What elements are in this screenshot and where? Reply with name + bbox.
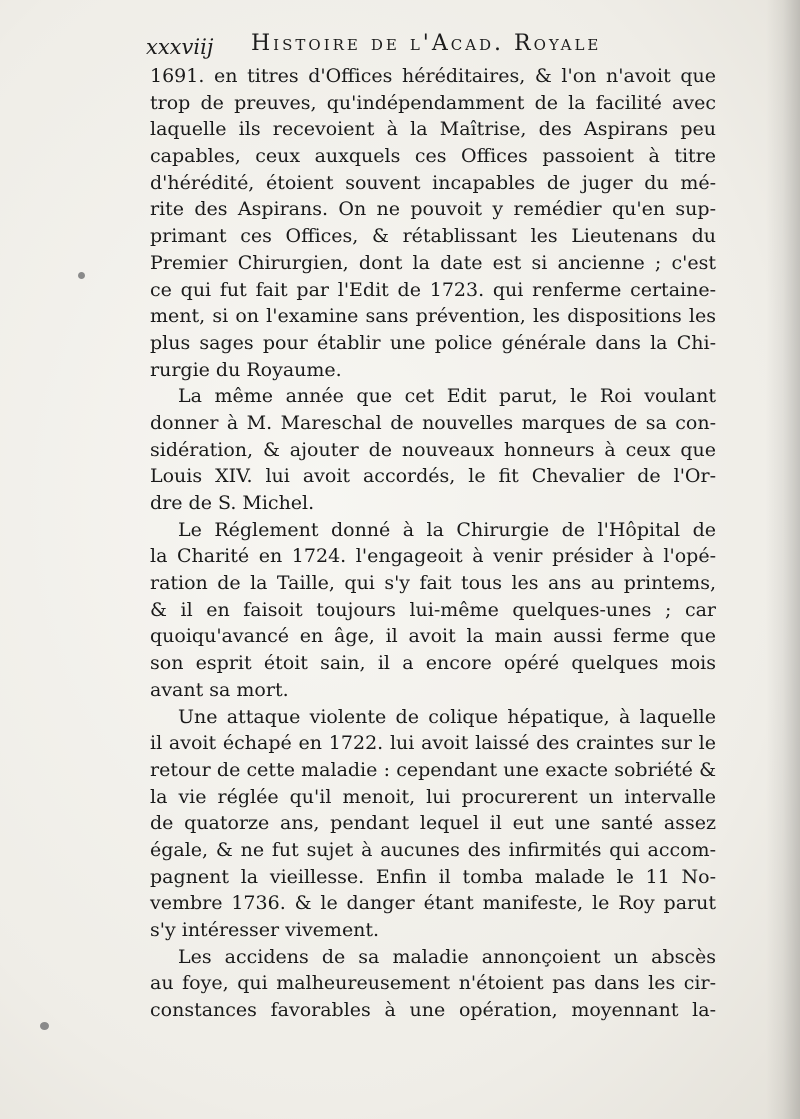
text-line: La même année que cet Edit parut, le Roi voulant <box>178 385 716 408</box>
text-line: laquelle ils recevoient à la Maîtrise, des Aspirans peu <box>150 118 716 141</box>
text-line: Les accidens de sa maladie annonçoient un abscès <box>178 945 716 968</box>
text-line: d'hérédité, étoient souvent incapables de juger du mé- <box>150 171 716 194</box>
text-line: au foye, qui malheureusement n'étoient pas dans les cir- <box>150 972 716 995</box>
text-line: plus sages pour établir une police générale dans la Chi- <box>150 331 716 354</box>
text-line: Louis XIV. lui avoit accordés, le fit Chevalier de l'Or- <box>150 465 716 488</box>
text-line: de quatorze ans, pendant lequel il eut une santé assez <box>150 812 716 835</box>
text-line: ration de la Taille, qui s'y fait tous les ans au printems, <box>150 572 716 595</box>
body-text <box>150 63 716 1024</box>
text-line: retour de cette maladie : cependant une exacte sobriété & <box>150 758 716 781</box>
text-line: constances favorables à une opération, moyennant la- <box>150 999 716 1022</box>
text-line: la vie réglée qu'il menoit, lui procurerent un intervalle <box>150 785 716 808</box>
text-line: il avoit échapé en 1722. lui avoit laissé des craintes sur le <box>150 732 716 755</box>
text-line: la Charité en 1724. l'engageoit à venir présider à l'opé- <box>150 545 716 568</box>
text-line: rite des Aspirans. On ne pouvoit y remédier qu'en sup- <box>150 198 716 221</box>
ink-spot <box>78 272 85 279</box>
text-line: dre de S. Michel. <box>150 492 315 514</box>
text-line: rurgie du Royaume. <box>150 358 342 381</box>
text-line: Le Réglement donné à la Chirurgie de l'Hôpital de <box>178 518 716 541</box>
page-header <box>146 30 666 66</box>
text-line: capables, ceux auxquels ces Offices passoient à titre <box>150 145 716 168</box>
text-line: ce qui fut fait par l'Edit de 1723. qui renferme certaine- <box>150 278 716 301</box>
page-number: xxxviij <box>146 35 214 59</box>
text-line: s'y intéresser vivement. <box>150 919 380 941</box>
text-line: quoiqu'avancé en âge, il avoit la main aussi ferme que <box>150 625 716 648</box>
text-line: 1691. en titres d'Offices héréditaires, & l'on n'avoit que <box>150 65 716 87</box>
text-line: donner à M. Mareschal de nouvelles marques de sa con- <box>150 411 716 434</box>
text-line: Premier Chirurgien, dont la date est si ancienne ; c'est <box>150 251 716 274</box>
text-line: avant sa mort. <box>150 678 289 701</box>
page-gutter-shadow <box>766 0 800 1119</box>
text-line: sidération, & ajouter de nouveaux honneurs à ceux que <box>150 438 716 461</box>
running-title: Histoire de l'Acad. Royale <box>251 31 602 56</box>
text-line: son esprit étoit sain, il a encore opéré quelques mois <box>150 652 716 675</box>
text-line: ment, si on l'examine sans prévention, les dispositions les <box>150 305 716 328</box>
text-line: & il en faisoit toujours lui-même quelques-unes ; car <box>150 598 716 621</box>
text-line: égale, & ne fut sujet à aucunes des infirmités qui accom- <box>150 838 716 861</box>
ink-spot <box>40 1022 49 1030</box>
text-line: trop de preuves, qu'indépendamment de la facilité avec <box>150 91 716 114</box>
text-line: pagnent la vieillesse. Enfin il tomba malade le 11 No- <box>150 865 716 888</box>
text-line: Une attaque violente de colique hépatique, à laquelle <box>178 705 716 728</box>
text-line: primant ces Offices, & rétablissant les Lieutenans du <box>150 225 716 248</box>
text-line: vembre 1736. & le danger étant manifeste, le Roy parut <box>150 892 716 915</box>
